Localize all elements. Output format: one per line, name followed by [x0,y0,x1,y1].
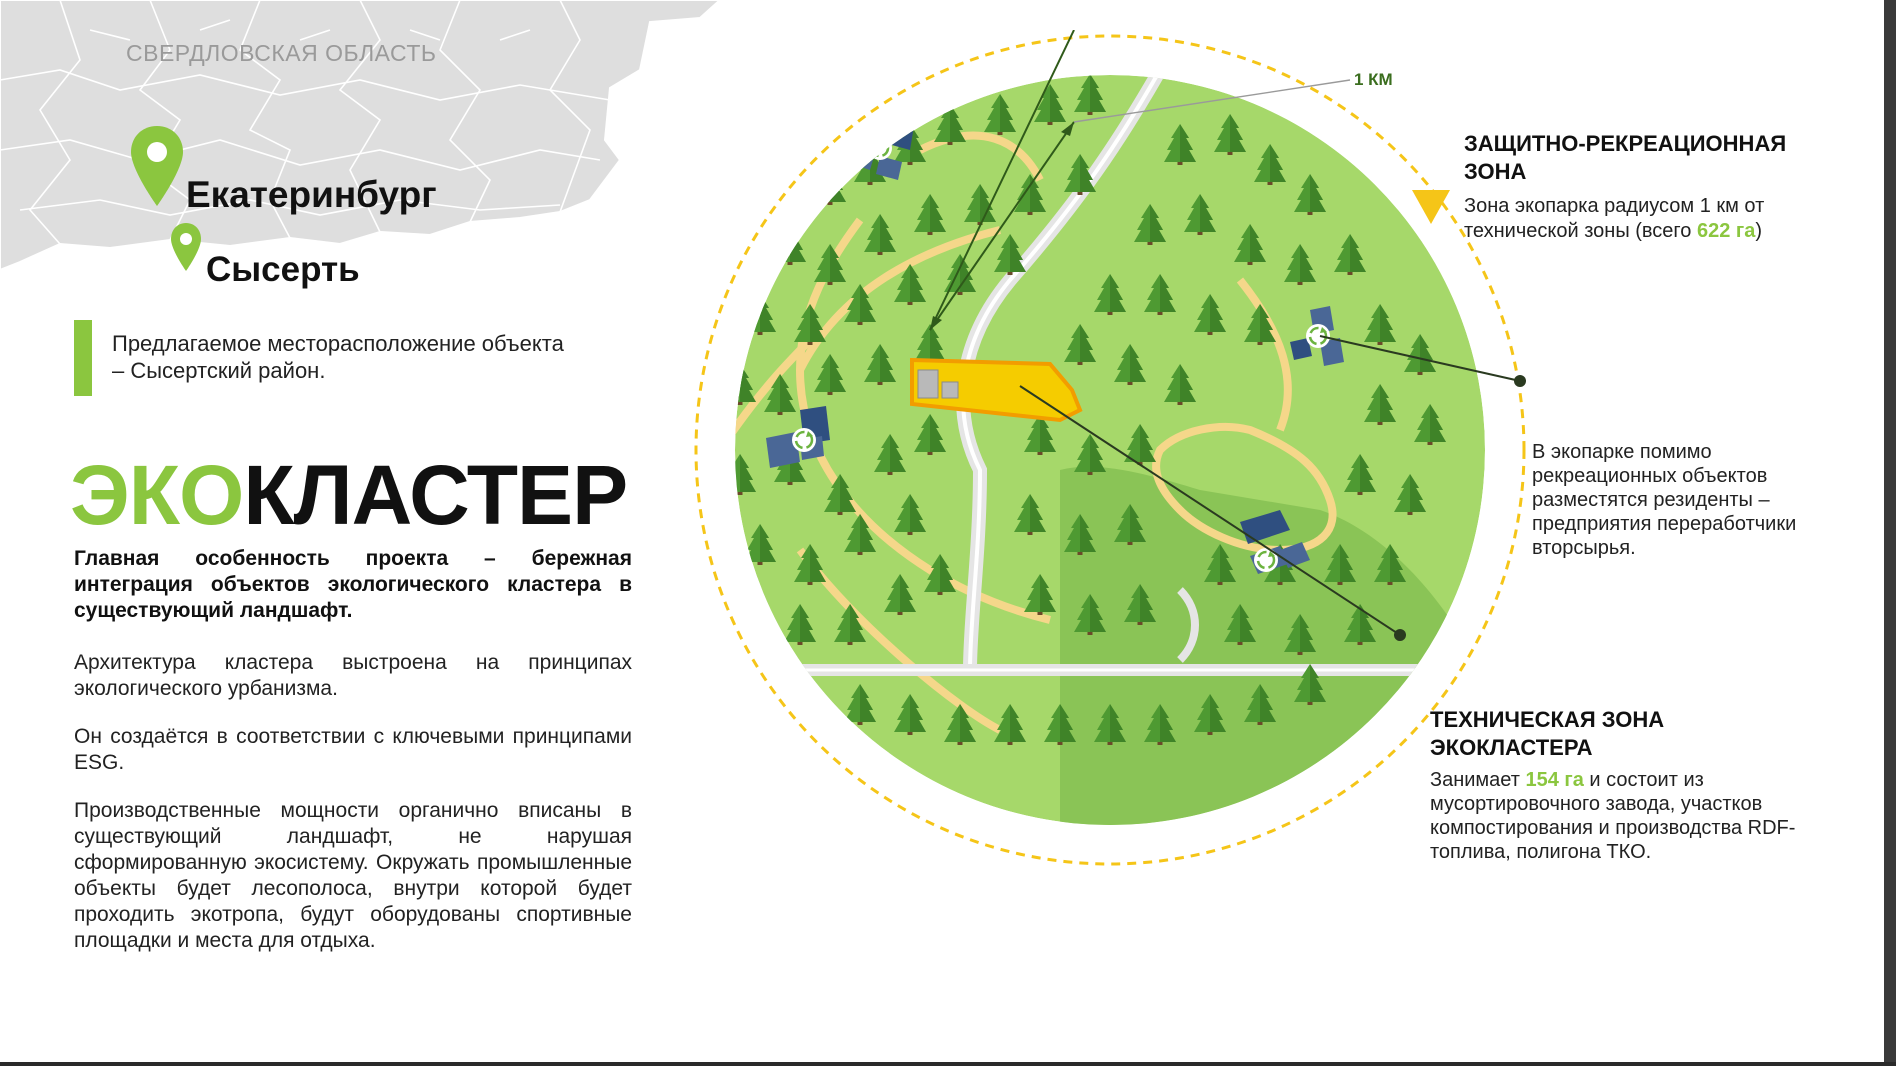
residents-text: В экопарке помимо рекреационных объектов разместятся резиденты – предприятия переработчики вторсырья. [1532,441,1797,559]
location-pin-icon [169,222,203,272]
technical-zone-text-after: и состоит из мусортировочного завода, участков компостирования и производства RDF-топлива, полигона ТКО. [1430,769,1796,863]
city-main-label: Екатеринбург [186,174,437,215]
protective-zone-text-before: Зона экопарка радиусом 1 км от технической зоны (всего [1464,195,1765,242]
protective-zone-text [1464,194,1844,244]
lead-text: Главная особенность проекта – бережная интеграция объектов экологического кластера в существующий ландшафт. [74,547,632,622]
technical-zone-area: 154 га [1525,769,1584,791]
paragraph: Производственные мощности органично вписаны в существующий ландшафт, не нарушая сформированную экосистему. Окружать промышленные объекты будет лесополоса, внутри которой будет проходить экотропа, будут оборудованы спортивные площадки и места для отдыха. [74,799,632,952]
paragraph: Он создаётся в соответствии с ключевыми принципами ESG. [74,725,632,774]
location-pin-icon [128,124,186,208]
technical-zone-title: ТЕХНИЧЕСКАЯ ЗОНА ЭКОКЛАСТЕРА [1430,707,1665,760]
title-rest: КЛАСТЕР [243,448,628,542]
technical-zone-text-before: Занимает [1430,769,1526,791]
radius-label: 1 КМ [1354,70,1393,89]
location-text: Предлагаемое месторасположение объекта – Сысертский район. [112,331,564,383]
protective-zone-text-after: ) [1755,220,1763,242]
paragraph: Архитектура кластера выстроена на принципах экологического урбанизма. [74,651,632,700]
triangle-marker-icon [1412,190,1450,224]
ecopark-illustration [680,30,1540,870]
technical-zone-text [1430,768,1830,864]
accent-bar [74,320,92,396]
region-label: СВЕРДЛОВСКАЯ ОБЛАСТЬ [126,40,437,66]
page-title [70,450,627,540]
protective-zone-title: ЗАЩИТНО-РЕКРЕАЦИОННАЯ ЗОНА [1464,131,1787,184]
title-eco: ЭКО [70,448,244,542]
bottom-bar [0,1062,1896,1066]
city-sub-label: Сысерть [206,250,360,289]
protective-zone-area: 622 га [1696,220,1756,242]
